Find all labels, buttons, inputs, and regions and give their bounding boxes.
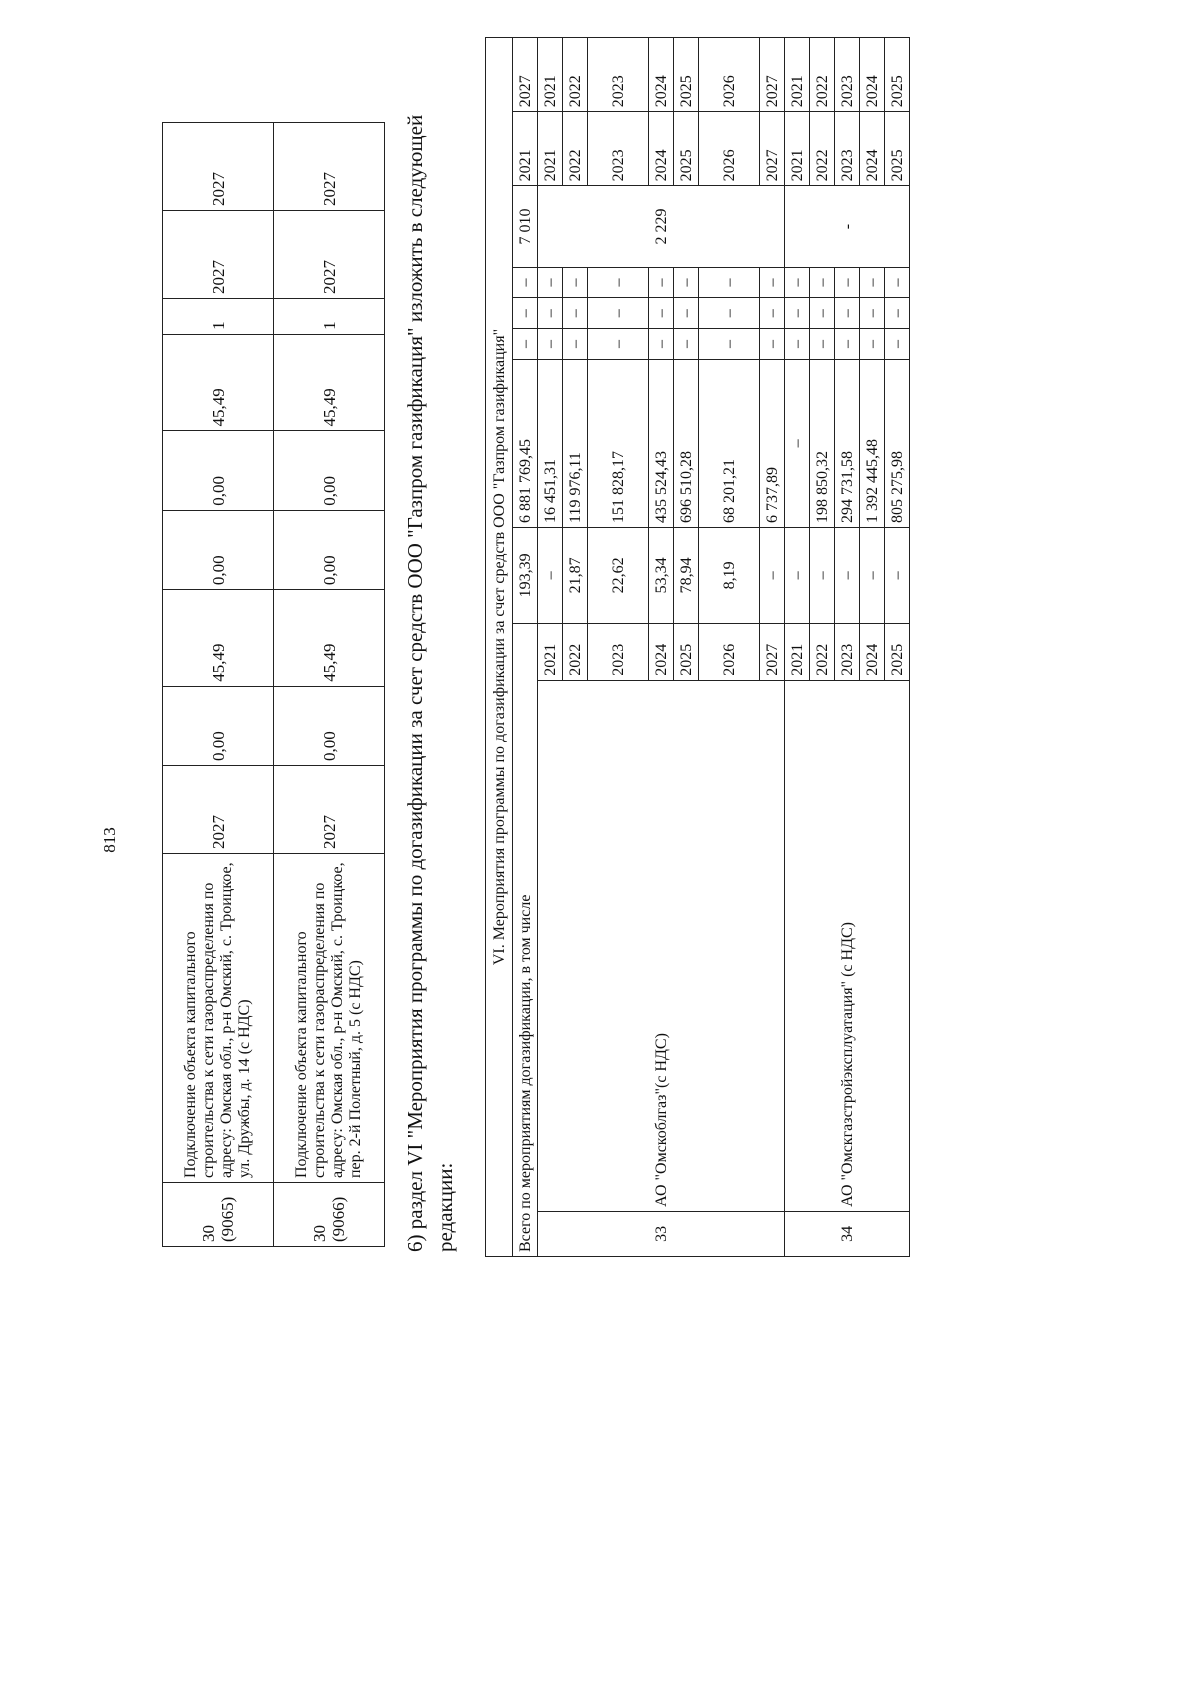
cell-value: – — [760, 298, 785, 329]
cell-value: - — [785, 186, 910, 267]
cell-value: 696 510,28 — [674, 359, 699, 527]
cell-value: 805 275,98 — [885, 359, 910, 527]
cell-value: 6 737,89 — [760, 359, 785, 527]
cell-value: 151 828,17 — [588, 359, 649, 527]
cell-value: 6 881 769,45 — [513, 359, 538, 527]
cell-year: 2023 — [588, 112, 649, 186]
cell-value: – — [835, 298, 860, 329]
cell-value: – — [785, 267, 810, 298]
cell-value: 45,49 — [274, 334, 385, 431]
cell-value: 68 201,21 — [699, 359, 760, 527]
cell-value: – — [835, 329, 860, 360]
cell-value: 0,00 — [274, 431, 385, 510]
cell-year: 2021 — [785, 38, 810, 112]
cell-value: – — [785, 298, 810, 329]
table-title-row — [486, 38, 513, 1257]
row-year: 2025 — [885, 623, 910, 680]
cell-value: 7 010 — [513, 186, 538, 267]
cell-value: – — [860, 267, 885, 298]
cell-value: 193,39 — [513, 527, 538, 623]
row-description: Подключение объекта капитального строительства к сети газораспределения по адресу: Омская обл., р-н Омский, с. Троицкое, ул. Дружбы, д. 14 (с НДС) — [163, 854, 274, 1183]
cell-value: – — [885, 329, 910, 360]
cell-value: – — [785, 527, 810, 623]
cell-value: – — [860, 298, 885, 329]
org-name: АО "Омскгазстройэксплуатация" (с НДС) — [785, 680, 910, 1211]
table-row-total — [513, 38, 538, 1257]
cell-year: 2026 — [699, 112, 760, 186]
row-description: Подключение объекта капитального строительства к сети газораспределения по адресу: Омская обл., р-н Омский, с. Троицкое, пер. 2-й Полетный, д. 5 (с НДС) — [274, 854, 385, 1183]
cell-value: – — [860, 527, 885, 623]
row-year: 2025 — [674, 623, 699, 680]
cell-year: 2025 — [885, 112, 910, 186]
cell-year: 2024 — [860, 112, 885, 186]
cell-value: – — [699, 329, 760, 360]
cell-value: 45,49 — [163, 334, 274, 431]
table-row — [538, 38, 563, 1257]
cell-value: – — [810, 329, 835, 360]
cell-year: 2021 — [538, 112, 563, 186]
cell-value: – — [513, 298, 538, 329]
row-year: 2021 — [785, 623, 810, 680]
cell-value: 0,00 — [163, 431, 274, 510]
cell-value: 294 731,58 — [835, 359, 860, 527]
cell-value: 198 850,32 — [810, 359, 835, 527]
cell-value: – — [885, 527, 910, 623]
table-title: VI. Мероприятия программы по догазификации за счет средств ООО "Газпром газификация" — [486, 38, 513, 1257]
cell-value: – — [649, 329, 674, 360]
row-year: 2024 — [649, 623, 674, 680]
cell-value: 8,19 — [699, 527, 760, 623]
cell-value: 45,49 — [274, 590, 385, 687]
bottom-table — [485, 37, 910, 1257]
cell-value: – — [674, 298, 699, 329]
cell-year: 2022 — [810, 112, 835, 186]
table-row — [274, 123, 385, 1247]
cell-value: 0,00 — [274, 510, 385, 589]
cell-value: 2 229 — [538, 186, 785, 267]
cell-year: 2025 — [885, 38, 910, 112]
cell-year: 2022 — [563, 112, 588, 186]
cell-year: 2027 — [760, 38, 785, 112]
cell-value: – — [649, 267, 674, 298]
cell-year: 2024 — [860, 38, 885, 112]
cell-value: – — [538, 329, 563, 360]
table-row — [163, 123, 274, 1247]
cell-value: 435 524,43 — [649, 359, 674, 527]
cell-year: 2027 — [274, 123, 385, 211]
cell-year: 2021 — [785, 112, 810, 186]
cell-value: – — [785, 329, 810, 360]
cell-value: – — [699, 267, 760, 298]
row-number: 30 (9066) — [274, 1183, 385, 1247]
cell-year: 2021 — [513, 112, 538, 186]
row-year: 2022 — [563, 623, 588, 680]
cell-year: 2021 — [538, 38, 563, 112]
cell-year: 2025 — [674, 38, 699, 112]
page-number: 813 — [100, 827, 119, 853]
cell-value: 0,00 — [274, 686, 385, 765]
cell-value: 78,94 — [674, 527, 699, 623]
cell-year: 2023 — [588, 38, 649, 112]
cell-year: 2024 — [649, 112, 674, 186]
cell-value: – — [760, 329, 785, 360]
cell-value: – — [649, 298, 674, 329]
cell-value: – — [538, 527, 563, 623]
cell-value: 16 451,31 — [538, 359, 563, 527]
cell-year: 2027 — [513, 38, 538, 112]
row-year: 2023 — [588, 623, 649, 680]
cell-value: 1 392 445,48 — [860, 359, 885, 527]
cell-value: – — [810, 527, 835, 623]
cell-year: 2027 — [274, 211, 385, 299]
cell-value: – — [810, 298, 835, 329]
cell-value: – — [563, 298, 588, 329]
cell-value: – — [885, 267, 910, 298]
cell-value: – — [513, 329, 538, 360]
cell-value: 45,49 — [163, 590, 274, 687]
cell-value: – — [885, 298, 910, 329]
top-table — [162, 122, 385, 1247]
cell-value: – — [513, 267, 538, 298]
cell-year: 2027 — [163, 211, 274, 299]
cell-value: 0,00 — [163, 686, 274, 765]
cell-year: 2024 — [649, 38, 674, 112]
amendment-note: 6) раздел VI "Мероприятия программы по догазификации за счет средств ООО "Газпром газификация" изложить в следующей редакции: — [403, 114, 457, 1252]
cell-value: – — [588, 329, 649, 360]
cell-value: 0,00 — [163, 510, 274, 589]
row-year: 2021 — [538, 623, 563, 680]
row-year: 2026 — [699, 623, 760, 680]
cell-year: 2027 — [163, 123, 274, 211]
cell-value: 53,34 — [649, 527, 674, 623]
cell-value: – — [760, 267, 785, 298]
cell-value: – — [860, 329, 885, 360]
cell-value: – — [588, 298, 649, 329]
cell-year: 2023 — [835, 38, 860, 112]
cell-value: 22,62 — [588, 527, 649, 623]
row-year: 2023 — [835, 623, 860, 680]
cell-value: – — [563, 267, 588, 298]
cell-value: – — [785, 359, 810, 527]
cell-value: – — [810, 267, 835, 298]
cell-value: – — [835, 267, 860, 298]
row-year: 2024 — [860, 623, 885, 680]
cell-year: 2023 — [835, 112, 860, 186]
org-number: 34 — [785, 1211, 910, 1256]
cell-value: 119 976,11 — [563, 359, 588, 527]
row-year: 2022 — [810, 623, 835, 680]
cell-value: – — [588, 267, 649, 298]
org-number: 33 — [538, 1211, 785, 1256]
cell-value: – — [674, 329, 699, 360]
cell-value: 1 — [163, 299, 274, 335]
cell-value: 21,87 — [563, 527, 588, 623]
cell-value: 1 — [274, 299, 385, 335]
table-row — [785, 38, 810, 1257]
cell-value: – — [563, 329, 588, 360]
cell-value: – — [674, 267, 699, 298]
cell-value: – — [835, 527, 860, 623]
row-number: 30 (9065) — [163, 1183, 274, 1247]
cell-year: 2026 — [699, 38, 760, 112]
total-label: Всего по мероприятиям догазификации, в том числе — [513, 623, 538, 1256]
org-name: АО "Омскоблгаз"(с НДС) — [538, 680, 785, 1211]
cell-year: 2027 — [760, 112, 785, 186]
cell-year: 2022 — [563, 38, 588, 112]
cell-value: – — [699, 298, 760, 329]
cell-year: 2027 — [274, 766, 385, 854]
cell-value: – — [538, 267, 563, 298]
row-year: 2027 — [760, 623, 785, 680]
cell-year: 2025 — [674, 112, 699, 186]
cell-year: 2027 — [163, 766, 274, 854]
cell-value: – — [760, 527, 785, 623]
cell-value: – — [538, 298, 563, 329]
cell-year: 2022 — [810, 38, 835, 112]
